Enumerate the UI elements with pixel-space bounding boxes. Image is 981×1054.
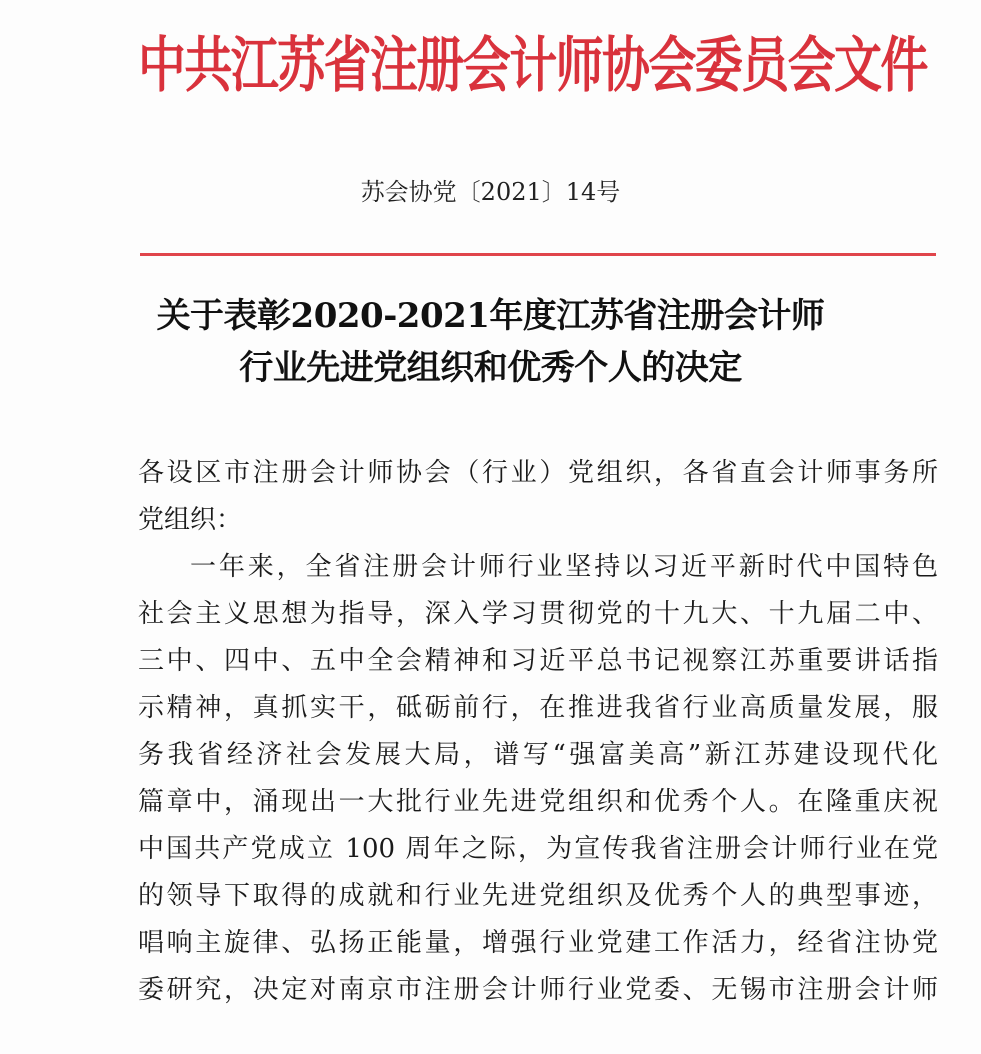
paragraph-line-10: 委研究，决定对南京市注册会计师行业党委、无锡市注册会计师 [138,975,938,1005]
salutation-line-1: 各设区市注册会计师协会（行业）党组织，各省直会计师事务所 [138,458,938,488]
paragraph-line-6: 篇章中，涌现出一大批行业先进党组织和优秀个人。在隆重庆祝 [138,787,938,817]
paragraph-line-1: 一年来，全省注册会计师行业坚持以习近平新时代中国特色 [190,552,938,582]
document-masthead: 中共江苏省注册会计师协会委员会文件 [138,31,927,101]
paragraph-line-7: 中国共产党成立 100 周年之际，为宣传我省注册会计师行业在党 [138,834,938,864]
paragraph-line-3: 三中、四中、五中全会精神和习近平总书记视察江苏重要讲话指 [138,646,938,676]
paragraph-line-9: 唱响主旋律、弘扬正能量，增强行业党建工作活力，经省注协党 [138,928,938,958]
document-title [0,290,981,394]
title-line-2: 行业先进党组织和优秀个人的决定 [239,348,742,388]
document-body [138,450,938,1014]
paragraph-line-4: 示精神，真抓实干，砥砺前行，在推进我省行业高质量发展，服 [138,693,938,723]
paragraph-line-5: 务我省经济社会发展大局，谱写“强富美高”新江苏建设现代化 [138,740,938,770]
paragraph-line-8: 的领导下取得的成就和行业先进党组织及优秀个人的典型事迹， [138,881,938,911]
document-number: 苏会协党〔2021〕14号 [360,178,621,206]
title-line-1: 关于表彰2020-2021年度江苏省注册会计师 [156,296,825,336]
salutation-line-2: 党组织： [138,505,243,535]
red-separator-line [140,253,936,256]
paragraph-line-2: 社会主义思想为指导，深入学习贯彻党的十九大、十九届二中、 [138,599,938,629]
